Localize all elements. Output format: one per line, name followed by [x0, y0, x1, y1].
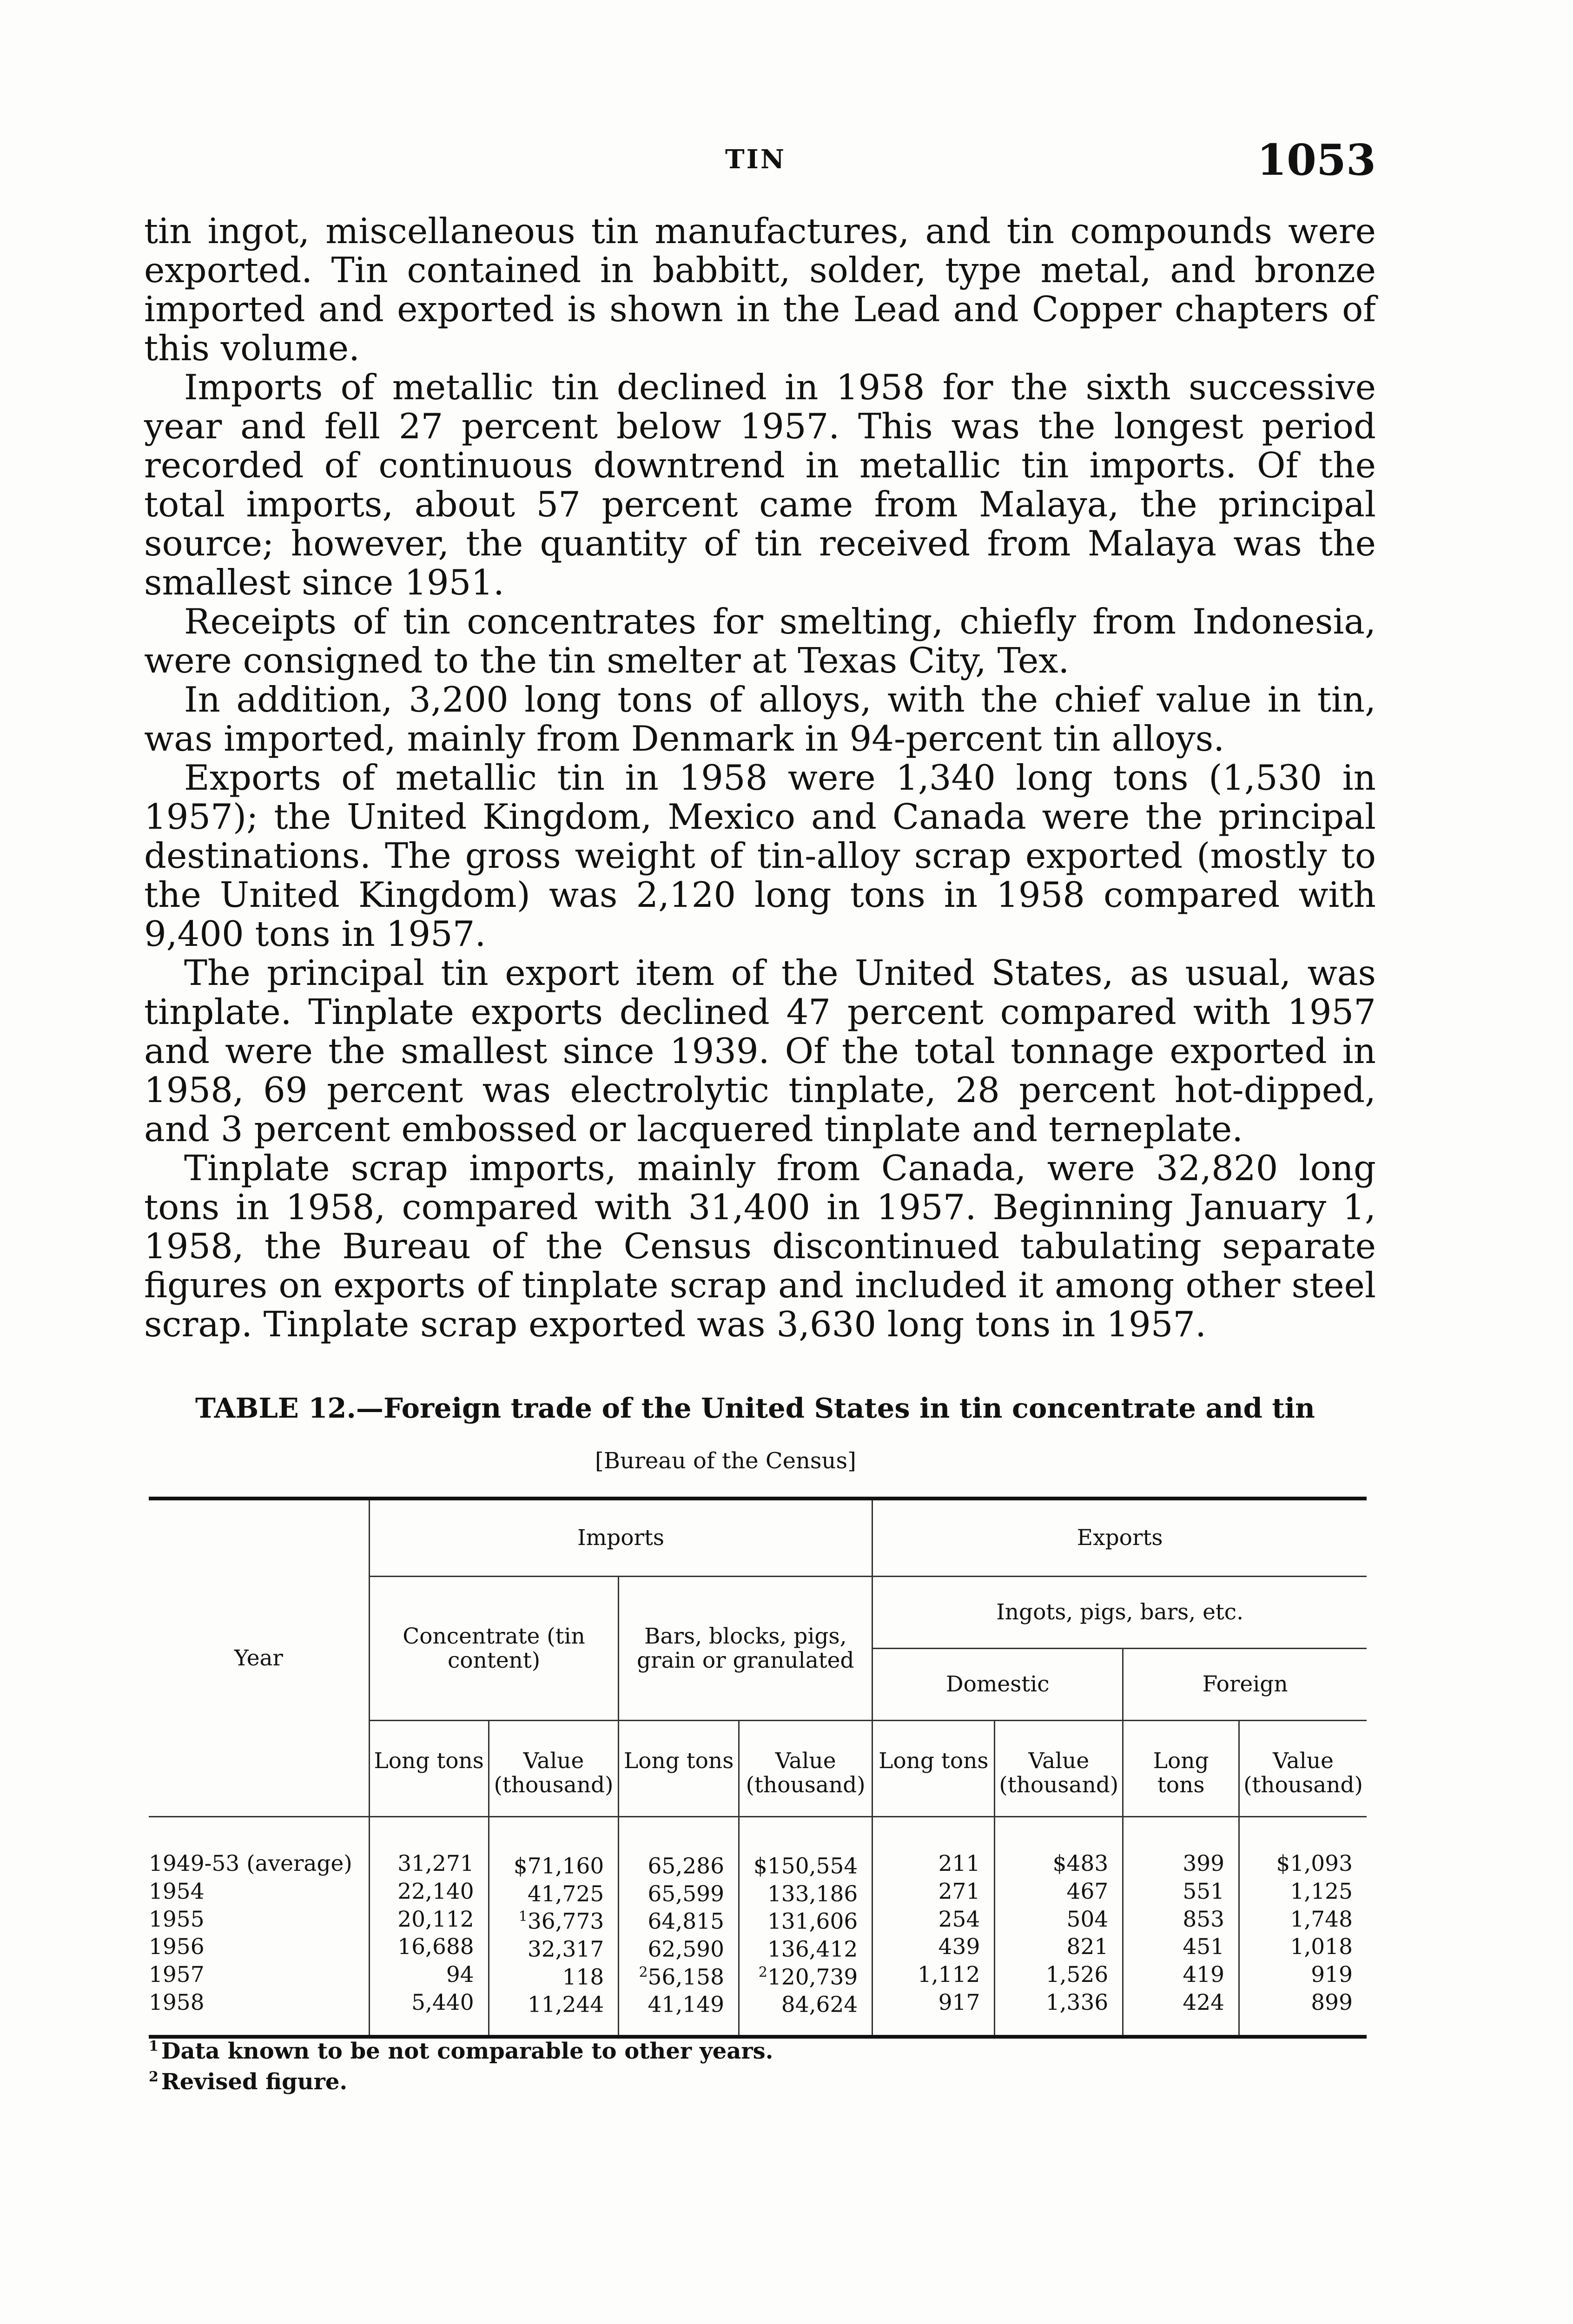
table-title: TABLE 12.—Foreign trade of the United States in tin concentrate and tin: [195, 1392, 1315, 1424]
page-header: [144, 135, 1376, 191]
cell-bars-value: $150,554: [739, 1850, 872, 1878]
trade-table-container: [149, 1497, 1367, 2039]
cell-bars-value: 131,606: [739, 1905, 872, 1933]
header-concentrate: Concentrate (tin content): [369, 1577, 619, 1721]
trade-table: [149, 1497, 1367, 2039]
footnote: [149, 2034, 773, 2064]
cell-year: 1949-53 (average): [149, 1851, 352, 1877]
body-text: [144, 211, 1376, 1344]
cell-dom-value: 821: [995, 1933, 1123, 1961]
cell-for-tons: 551: [1123, 1878, 1239, 1906]
table-source: [Bureau of the Census]: [595, 1448, 856, 1474]
table-row: [149, 1850, 1367, 1878]
header-long-tons: Long tons: [872, 1721, 995, 1817]
footnote-ref: 2: [639, 1964, 648, 1981]
table-row: [149, 1905, 1367, 1933]
cell-for-tons: 419: [1123, 1961, 1239, 1989]
page-number: 1053: [1256, 135, 1376, 185]
cell-for-tons: 424: [1123, 1988, 1239, 2037]
cell-bars-value: 133,186: [739, 1878, 872, 1906]
cell-dom-value: 1,336: [995, 1988, 1123, 2037]
cell-bars-value: 84,624: [739, 1988, 872, 2037]
cell-bars-tons: 65,286: [619, 1850, 739, 1878]
cell-for-value: 919: [1239, 1961, 1367, 1989]
header-year: Year: [149, 1499, 369, 1817]
footnote-text: Data known to be not comparable to other years.: [161, 2038, 773, 2064]
cell-for-value: 899: [1239, 1988, 1367, 2037]
paragraph: In addition, 3,200 long tons of alloys, with the chief value in tin, was imported, mainly from Denmark in 94-percent tin alloys.: [144, 679, 1376, 759]
cell-for-tons: 853: [1123, 1905, 1239, 1933]
header-imports: Imports: [369, 1499, 872, 1577]
cell-conc-tons: 94: [369, 1961, 489, 1989]
cell-dom-tons: 1,112: [872, 1961, 995, 1989]
footnote-text: Revised figure.: [161, 2069, 348, 2095]
cell-dom-tons: 439: [872, 1933, 995, 1961]
header-value: Value (thousand): [739, 1721, 872, 1817]
header-long-tons: Long tons: [369, 1721, 489, 1817]
cell-year: 1954: [149, 1878, 205, 1904]
header-bars: Bars, blocks, pigs, grain or granulated: [619, 1577, 872, 1721]
cell-dom-value: $483: [995, 1850, 1123, 1878]
cell-conc-tons: 16,688: [369, 1933, 489, 1961]
cell-year: 1956: [149, 1934, 205, 1960]
paragraph: Tinplate scrap imports, mainly from Canada, were 32,820 long tons in 1958, compared with 31,400 in 1957. Beginning January 1, 1958, the Bureau of the Census discontinued tabulating separate figures on exports of tinplate scrap and included it among other steel scrap. Tinplate scrap exported was 3,630 long tons in 1957.: [144, 1148, 1376, 1345]
cell-dom-tons: 211: [872, 1850, 995, 1878]
cell-conc-value: $71,160: [489, 1850, 619, 1878]
table-row: [149, 1933, 1367, 1961]
header-value: Value (thousand): [1239, 1721, 1367, 1817]
header-exports: Exports: [872, 1499, 1367, 1577]
table-row: [149, 1878, 1367, 1906]
cell-conc-value: 118: [489, 1961, 619, 1989]
footnotes: [149, 2034, 773, 2095]
cell-conc-value: 11,244: [489, 1988, 619, 2037]
header-ingots: Ingots, pigs, bars, etc.: [872, 1577, 1367, 1649]
paragraph: Receipts of tin concentrates for smelting, chiefly from Indonesia, were consigned to the tin smelter at Texas City, Tex.: [144, 601, 1376, 681]
cell-dom-value: 504: [995, 1905, 1123, 1933]
cell-for-tons: 399: [1123, 1850, 1239, 1878]
cell-bars-tons: 62,590: [619, 1933, 739, 1961]
cell-dom-value: 1,526: [995, 1961, 1123, 1989]
header-value: Value (thousand): [489, 1721, 619, 1817]
footnote-mark: 2: [149, 2069, 159, 2085]
header-long-tons: Long tons: [1123, 1721, 1239, 1817]
footnote-ref: 1: [518, 1908, 528, 1925]
cell-dom-value: 467: [995, 1878, 1123, 1906]
header-value: Value (thousand): [995, 1721, 1123, 1817]
footnote-ref: 2: [758, 1964, 767, 1981]
footnote-mark: 1: [149, 2038, 159, 2054]
cell-for-value: 1,018: [1239, 1933, 1367, 1961]
cell-conc-tons: 20,112: [369, 1905, 489, 1933]
table-row: [149, 1961, 1367, 1989]
cell-conc-tons: 5,440: [369, 1988, 489, 2037]
paragraph: tin ingot, miscellaneous tin manufactures, and tin compounds were exported. Tin contained in babbitt, solder, type metal, and bronze imported and exported is shown in the Lead and Copper chapters of this volume.: [144, 211, 1376, 369]
cell-conc-value: 41,725: [489, 1878, 619, 1906]
header-domestic: Domestic: [872, 1649, 1123, 1721]
running-head: TIN: [725, 144, 786, 175]
cell-for-value: 1,748: [1239, 1905, 1367, 1933]
cell-dom-tons: 271: [872, 1878, 995, 1906]
cell-conc-value: $^1$36,773: [489, 1905, 619, 1933]
cell-bars-value: 136,412: [739, 1933, 872, 1961]
footnote: [149, 2064, 773, 2095]
cell-conc-value: 32,317: [489, 1933, 619, 1961]
cell-year: 1955: [149, 1906, 205, 1932]
table-row: [149, 1988, 1367, 2037]
cell-dom-tons: 917: [872, 1988, 995, 2037]
paragraph: Imports of metallic tin declined in 1958 for the sixth successive year and fell 27 percent below 1957. This was the longest period recorded of continuous downtrend in metallic tin imports. Of the total imports, about 57 percent came from Malaya, the principal source; however, the quantity of tin received from Malaya was the smallest since 1951.: [144, 367, 1376, 603]
cell-for-value: $1,093: [1239, 1850, 1367, 1878]
cell-bars-tons: 41,149: [619, 1988, 739, 2037]
paragraph: Exports of metallic tin in 1958 were 1,340 long tons (1,530 in 1957); the United Kingdom, Mexico and Canada were the principal destinations. The gross weight of tin-alloy scrap exported (mostly to the United Kingdom) was 2,120 long tons in 1958 compared with 9,400 tons in 1957.: [144, 757, 1376, 954]
cell-bars-tons: 65,599: [619, 1878, 739, 1906]
cell-year: 1957: [149, 1961, 205, 1987]
paragraph: The principal tin export item of the United States, as usual, was tinplate. Tinplate exports declined 47 percent compared with 1957 and were the smallest since 1939. Of the total tonnage exported in 1958, 69 percent was electrolytic tinplate, 28 percent hot-dipped, and 3 percent embossed or lacquered tinplate and terneplate.: [144, 952, 1376, 1149]
cell-for-tons: 451: [1123, 1933, 1239, 1961]
cell-bars-value: $^2$120,739: [739, 1961, 872, 1989]
cell-conc-tons: 31,271: [369, 1850, 489, 1878]
cell-year: 1958: [149, 1988, 369, 2037]
header-long-tons: Long tons: [619, 1721, 739, 1817]
cell-dom-tons: 254: [872, 1905, 995, 1933]
cell-for-value: 1,125: [1239, 1878, 1367, 1906]
header-foreign: Foreign: [1123, 1649, 1367, 1721]
cell-conc-tons: 22,140: [369, 1878, 489, 1906]
cell-bars-tons: $^2$56,158: [619, 1961, 739, 1989]
cell-bars-tons: 64,815: [619, 1905, 739, 1933]
